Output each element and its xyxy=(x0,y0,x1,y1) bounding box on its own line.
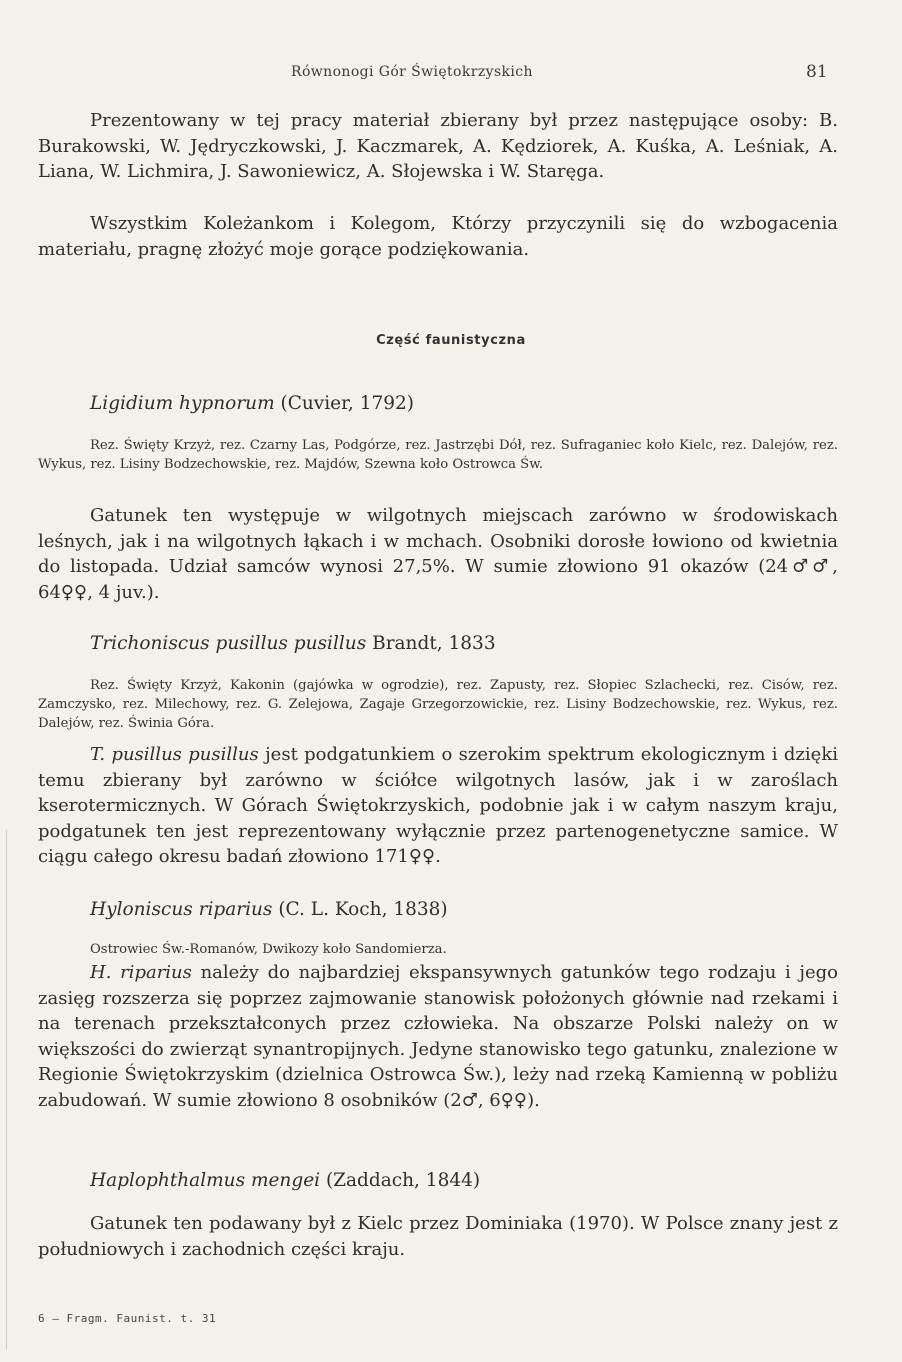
species-name: Hyloniscus riparius xyxy=(90,899,273,920)
page-edge-line xyxy=(6,830,7,1350)
intro-paragraph-thanks: Wszystkim Koleżankom i Kolegom, Którzy przyczynili się do wzbogacenia materiału, pragnę złożyć moje gorące podziękowania. xyxy=(38,213,838,260)
species-description: Gatunek ten podawany był z Kielc przez Dominiaka (1970). W Polsce znany jest z południowych i zachodnich części kraju. xyxy=(38,1213,838,1260)
intro-paragraph-collectors: Prezentowany w tej pracy materiał zbierany był przez następujące osoby: B. Burakowski, W. Jędryczkowski, J. Kaczmarek, A. Kędziorek, A. Kuśka, A. Leśniak, A. Liana, W. Lichmira, J. Sawoniewicz, A. Słojewska i W. Staręga. xyxy=(38,110,838,183)
species-author: (Zaddach, 1844) xyxy=(325,1170,481,1191)
species-localities: Ostrowiec Św.-Romanów, Dwikozy koło Sandomierza. xyxy=(90,942,447,957)
running-title: Równonogi Gór Świętokrzyskich xyxy=(291,64,533,80)
section-title: Część faunistyczna xyxy=(376,333,526,348)
species-abbrev: T. pusillus pusillus xyxy=(90,744,259,765)
species-localities: Rez. Święty Krzyż, rez. Czarny Las, Podgórze, rez. Jastrzębi Dół, rez. Sufraganiec koło Kielc, rez. Dalejów, rez. Wykus, rez. Lisiny Bodzechowskie, rez. Majdów, Szewna koło Ostrowca Św. xyxy=(38,438,838,472)
species-author: Brandt, 1833 xyxy=(372,633,496,654)
species-name: Haplophthalmus mengei xyxy=(90,1170,321,1191)
species-author: (Cuvier, 1792) xyxy=(280,393,414,414)
species-heading-haplophthalmus xyxy=(90,1170,850,1191)
species-description xyxy=(38,742,838,870)
page-footer: 6 — Fragm. Faunist. t. 31 xyxy=(38,1312,217,1325)
species-description xyxy=(38,960,838,1114)
page-header xyxy=(0,60,902,90)
species-abbrev: H. riparius xyxy=(90,962,192,983)
species-heading-ligidium xyxy=(90,393,850,414)
species-localities: Rez. Święty Krzyż, Kakonin (gajówka w ogrodzie), rez. Zapusty, rez. Słopiec Szlachecki, rez. Cisów, rez. Zamczysko, rez. Milechowy, rez. G. Zelejowa, Zagaje Grzegorzowickie, rez. Lisiny Bodzechowskie, rez. Wykus, rez. Dalejów, rez. Świnia Góra. xyxy=(38,678,838,731)
species-description-text: jest podgatunkiem o szerokim spektrum ekologicznym i dzięki temu zbierany był zarówno w ściółce wilgotnych lasów, jak i w zaroślach kserotermicznych. W Górach Świętokrzyskich, podobnie jak i w całym naszym kraju, podgatunek ten jest reprezentowany wyłącznie przez partenogenetyczne samice. W ciągu całego okresu badań złowiono 171♀♀. xyxy=(38,744,838,868)
species-heading-trichoniscus xyxy=(90,633,850,654)
species-heading-hyloniscus xyxy=(90,899,850,920)
species-description-text: należy do najbardziej ekspansywnych gatunków tego rodzaju i jego zasięg rozszerza się poprzez zajmowanie stanowisk położonych głównie nad rzekami i na terenach przekształconych przez człowieka. Na obszarze Polski należy on w większości do zwierząt synantropijnych. Jedyne stanowisko tego gatunku, znalezione w Regionie Świętokrzyskim (dzielnica Ostrowca Św.), leży nad rzeką Kamienną w pobliżu zabudowań. W sumie złowiono 8 osobników (2♂, 6♀♀). xyxy=(38,962,838,1111)
species-name: Ligidium hypnorum xyxy=(90,393,275,414)
page-number: 81 xyxy=(806,62,828,82)
species-description: Gatunek ten występuje w wilgotnych miejscach zarówno w środowiskach leśnych, jak i na wilgotnych łąkach i w mchach. Osobniki dorosłe łowiono od kwietnia do listopada. Udział samców wynosi 27,5%. W sumie złowiono 91 okazów (24♂♂, 64♀♀, 4 juv.). xyxy=(38,505,838,603)
species-name: Trichoniscus pusillus pusillus xyxy=(90,633,367,654)
species-author: (C. L. Koch, 1838) xyxy=(278,899,448,920)
